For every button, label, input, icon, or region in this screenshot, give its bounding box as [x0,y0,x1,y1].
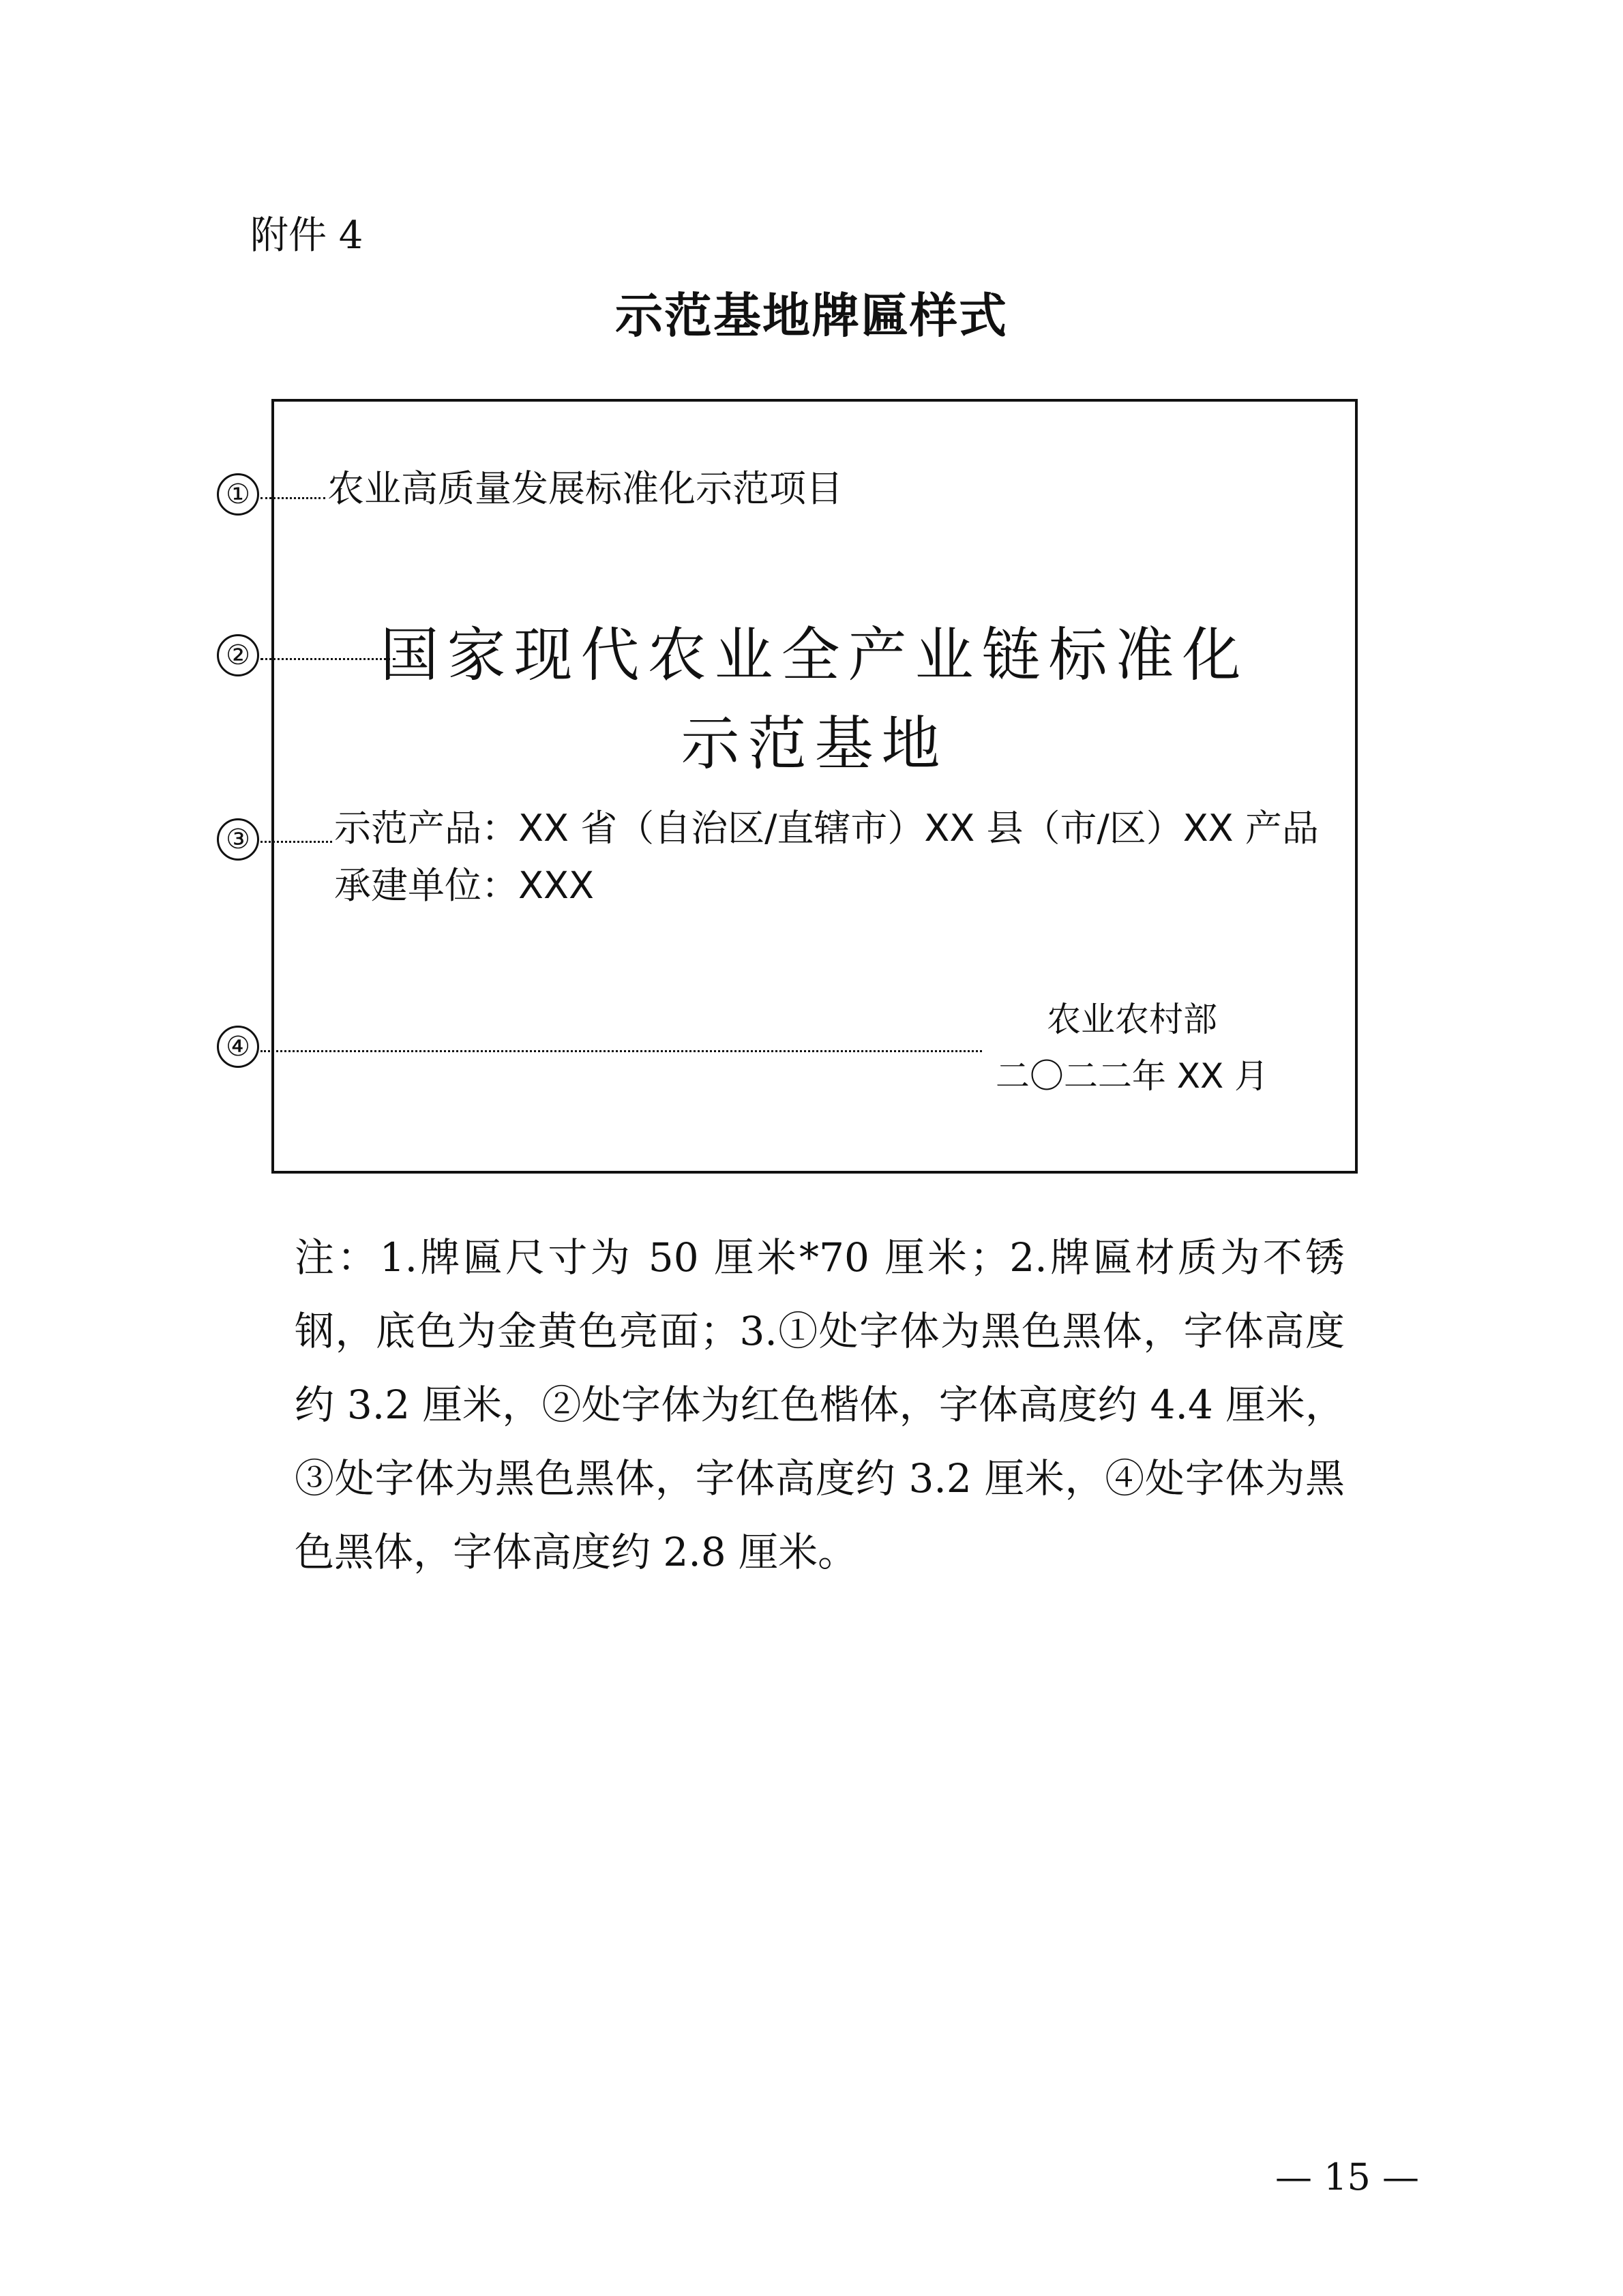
plaque-main-title-line1: 国家现代农业全产业链标准化 [380,621,1249,689]
marker-4: ④ [217,1026,259,1068]
plaque-project-line: 农业高质量发展标准化示范项目 [327,467,843,510]
plaque-issuer: 农业农村部 [1047,1000,1217,1039]
leader-line-3 [260,841,332,843]
leader-line-4 [260,1050,982,1052]
marker-3: ③ [217,818,259,861]
page-number: — 15 — [1275,2156,1420,2198]
page-title: 示范基地牌匾样式 [615,287,1008,344]
plaque-main-title-line2: 示范基地 [681,710,949,778]
leader-line-1 [260,497,325,499]
marker-1: ① [217,473,259,516]
plaque-builder-line: 承建单位：XXX [334,864,594,907]
attachment-label: 附件 4 [250,213,363,258]
plaque-date: 二〇二二年 XX 月 [995,1056,1269,1096]
plaque-product-line: 示范产品：XX 省（自治区/直辖市）XX 县（市/区）XX 产品 [334,807,1319,850]
marker-2: ② [217,634,259,676]
note-paragraph: 注：1.牌匾尺寸为 50 厘米*70 厘米；2.牌匾材质为不锈钢，底色为金黄色亮面；3.①处字体为黑色黑体，字体高度约 3.2 厘米，②处字体为红色楷体，字体高度约 4.4 厘米，③处字体为黑色黑体，字体高度约 3.2 厘米，④处字体为黑色黑体，字体高度约 2.8 厘米。 [295,1234,1345,1575]
